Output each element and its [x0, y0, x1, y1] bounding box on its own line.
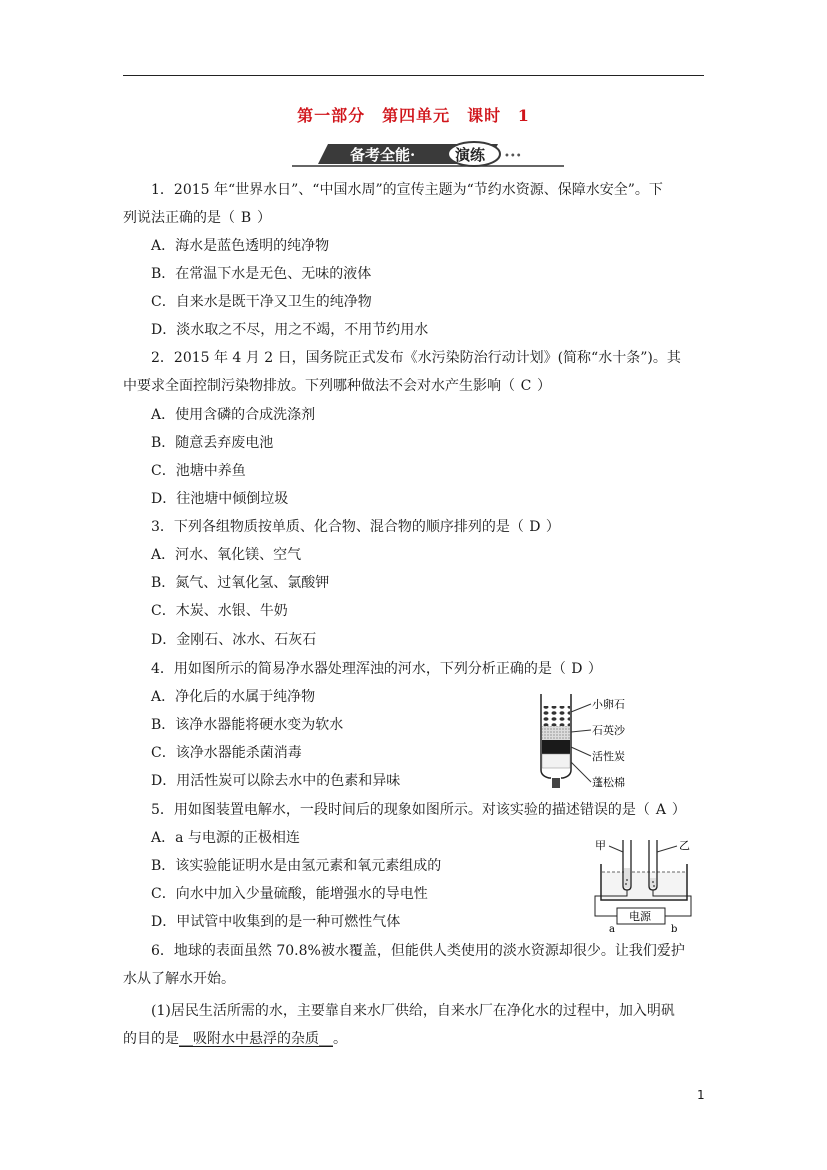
banner-highlight: 演练: [455, 146, 486, 164]
label-sand: 石英沙: [592, 724, 625, 737]
q1-option-b: B．在常温下水是无色、无味的液体: [151, 266, 372, 282]
sand-layer: [542, 726, 570, 740]
q3-stem: 3．下列各组物质按单质、化合物、混合物的顺序排列的是（ D ）: [151, 519, 560, 535]
banner-text: 备考全能·: [350, 146, 416, 164]
charcoal-layer: [542, 740, 570, 754]
q1-answer: B: [240, 210, 252, 226]
q4-option-d: D．用活性炭可以除去水中的色素和异味: [151, 773, 401, 789]
q2-option-c: C．池塘中养鱼: [151, 463, 246, 479]
q5-option-c: C．向水中加入少量硫酸，能增强水的导电性: [151, 886, 428, 902]
q4-stem: 4．用如图所示的简易净水器处理浑浊的河水，下列分析正确的是（ D ）: [151, 661, 602, 677]
q5-option-b: B．该实验能证明水是由氢元素和氧元素组成的: [151, 858, 442, 874]
q3-answer: D: [529, 519, 541, 535]
banner-dots: •••: [504, 151, 522, 162]
q5-option-d: D．甲试管中收集到的是一种可燃性气体: [151, 914, 401, 930]
q1-stem-line2: 列说法正确的是（ B ）: [123, 210, 271, 226]
page-number: 1: [697, 1088, 705, 1102]
q3-option-d: D．金刚石、冰水、石灰石: [151, 632, 317, 648]
q6-stem-line2: 水从了解水开始。: [123, 971, 235, 987]
left-tube-label: 甲: [595, 839, 606, 852]
q2-option-d: D．往池塘中倾倒垃圾: [151, 491, 289, 507]
q6-part1-answer: __吸附水中悬浮的杂质__: [179, 1031, 333, 1047]
q1-option-a: A．海水是蓝色透明的纯净物: [151, 238, 330, 254]
label-pebbles: 小卵石: [592, 698, 625, 711]
q4-option-a: A．净化后的水属于纯净物: [151, 689, 316, 705]
pebble-layer: [542, 706, 570, 726]
section-banner: [288, 140, 568, 168]
q6-stem-line1: 6．地球的表面虽然 70.8%被水覆盖，但能供人类使用的淡水资源却很少。让我们爱护: [151, 943, 685, 959]
header-rule: [123, 75, 704, 76]
terminal-b: b: [671, 924, 678, 934]
q1-option-d: D．淡水取之不尽，用之不竭，不用节约用水: [151, 322, 429, 338]
q1-option-c: C．自来水是既干净又卫生的纯净物: [151, 294, 372, 310]
electrolysis-figure: [591, 834, 697, 934]
q5-option-a: A．a 与电源的正极相连: [151, 830, 300, 846]
q2-stem-line2: 中要求全面控制污染物排放。下列哪种做法不会对水产生影响（ C ）: [123, 378, 551, 394]
power-label: 电源: [629, 910, 651, 923]
terminal-a: a: [609, 924, 615, 934]
q3-option-c: C．木炭、水银、牛奶: [151, 603, 288, 619]
q1-stem-line1: 1．2015 年“世界水日”、“中国水周”的宣传主题为“节约水资源、保障水安全”。下: [151, 182, 663, 198]
label-charcoal: 活性炭: [592, 750, 625, 763]
cotton-layer: [542, 754, 570, 768]
q6-part1-line1: (1)居民生活所需的水，主要靠自来水厂供给，自来水厂在净化水的过程中，加入明矾: [151, 1003, 675, 1019]
q2-stem-line1: 2．2015 年 4 月 2 日，国务院正式发布《水污染防治行动计划》(简称“水十条”)。其: [151, 350, 681, 366]
q2-answer: C: [520, 378, 532, 394]
q4-option-b: B．该净水器能将硬水变为软水: [151, 717, 344, 733]
q3-option-b: B．氮气、过氧化氢、氯酸钾: [151, 575, 330, 591]
q6-part1-line2: 的目的是__吸附水中悬浮的杂质__。: [123, 1031, 347, 1047]
right-tube-label: 乙: [679, 839, 690, 852]
q4-answer: D: [571, 661, 583, 677]
water-filter-figure: [535, 692, 645, 794]
q2-option-b: B．随意丢弃废电池: [151, 435, 274, 451]
q3-option-a: A．河水、氧化镁、空气: [151, 547, 302, 563]
page-title: 第一部分 第四单元 课时 1: [297, 106, 530, 125]
q5-answer: A: [655, 802, 666, 818]
outlet-tube: [552, 778, 560, 788]
q2-option-a: A．使用含磷的合成洗涤剂: [151, 407, 316, 423]
q4-option-c: C．该净水器能杀菌消毒: [151, 745, 302, 761]
q5-stem: 5．用如图装置电解水，一段时间后的现象如图所示。对该实验的描述错误的是（ A ）: [151, 802, 686, 818]
label-cotton: 蓬松棉: [592, 776, 625, 789]
